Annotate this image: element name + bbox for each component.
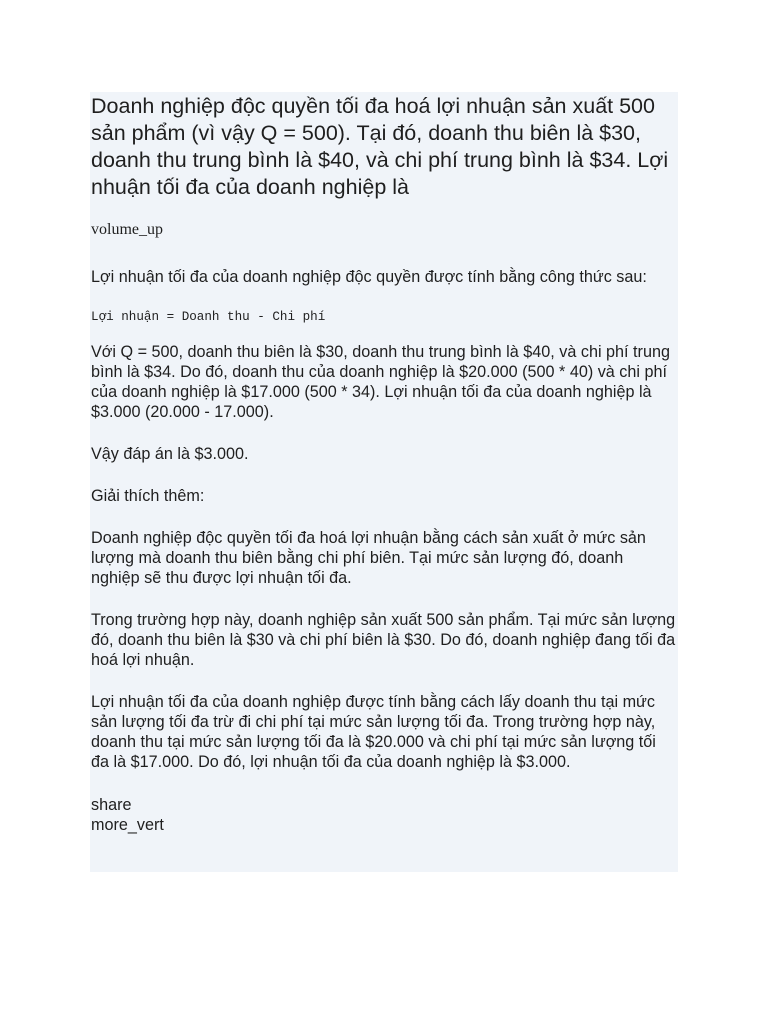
share-icon[interactable]: share xyxy=(91,796,132,814)
response-panel xyxy=(90,92,678,872)
profit-formula: Lợi nhuận = Doanh thu - Chi phí xyxy=(91,310,326,324)
volume-up-icon[interactable]: volume_up xyxy=(91,221,163,238)
answer-conclusion: Vậy đáp án là $3.000. xyxy=(91,445,249,463)
answer-intro: Lợi nhuận tối đa của doanh nghiệp độc quyền được tính bằng công thức sau: xyxy=(91,268,647,286)
explanation-heading: Giải thích thêm: xyxy=(91,487,205,505)
explanation-paragraph-1: Doanh nghiệp độc quyền tối đa hoá lợi nhuận bằng cách sản xuất ở mức sản lượng mà doanh thu biên bằng chi phí biên. Tại mức sản lượng đó, doanh nghiệp sẽ thu được lợi nhuận tối đa. xyxy=(91,529,646,587)
explanation-paragraph-2: Trong trường hợp này, doanh nghiệp sản xuất 500 sản phẩm. Tại mức sản lượng đó, doanh thu biên là $30 và chi phí biên là $30. Do đó, doanh nghiệp đang tối đa hoá lợi nhuận. xyxy=(91,611,676,669)
more-vert-icon[interactable]: more_vert xyxy=(91,816,164,834)
answer-calculation: Với Q = 500, doanh thu biên là $30, doanh thu trung bình là $40, và chi phí trung bình là $34. Do đó, doanh thu của doanh nghiệp là $20.000 (500 * 40) và chi phí của doanh nghiệp là $17.000 (500 * 34). Lợi nhuận tối đa của doanh nghiệp là $3.000 (20.000 - 17.000). xyxy=(91,343,670,421)
explanation-paragraph-3: Lợi nhuận tối đa của doanh nghiệp được tính bằng cách lấy doanh thu tại mức sản lượng tối đa trừ đi chi phí tại mức sản lượng tối đa. Trong trường hợp này, doanh thu tại mức sản lượng tối đa là $20.000 và chi phí tại mức sản lượng tối đa là $17.000. Do đó, lợi nhuận tối đa của doanh nghiệp là $3.000. xyxy=(91,693,656,771)
question-text: Doanh nghiệp độc quyền tối đa hoá lợi nhuận sản xuất 500 sản phẩm (vì vậy Q = 500). Tại đó, doanh thu biên là $30, doanh thu trung bình là $40, và chi phí trung bình là $34. Lợi nhuận tối đa của doanh nghiệp là xyxy=(91,94,669,199)
